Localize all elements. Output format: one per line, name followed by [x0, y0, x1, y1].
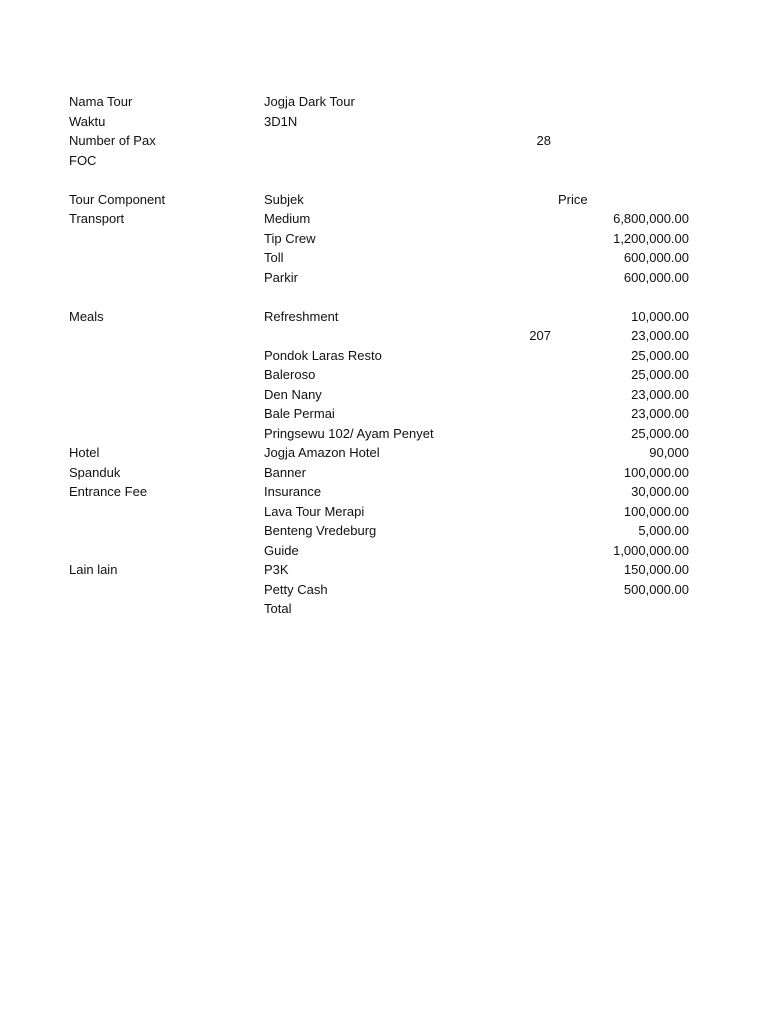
row-subject: Den Nany: [264, 386, 322, 402]
row-subject: Pringsewu 102/ Ayam Penyet: [264, 425, 434, 441]
row-price: 23,000.00: [631, 406, 689, 421]
cost-row: [0, 365, 768, 385]
row-component: Lain lain: [69, 562, 118, 577]
row-component: Spanduk: [69, 464, 121, 480]
cost-row: [0, 560, 768, 580]
tour-cost-sheet: [0, 92, 768, 619]
cost-row: [0, 229, 768, 249]
spacer-row: [0, 170, 768, 190]
cost-row: [0, 209, 768, 229]
row-subject: P3K: [264, 562, 289, 577]
row-price: 6,800,000.00: [613, 211, 689, 226]
pax-value: 28: [536, 133, 551, 148]
row-price: 90,000: [649, 445, 689, 460]
row-price: 100,000.00: [623, 464, 689, 480]
foc-label: FOC: [69, 152, 97, 168]
row-price: 10,000.00: [631, 308, 689, 324]
waktu-row: [0, 112, 768, 132]
row-price: 1,000,000.00: [613, 542, 689, 558]
cost-row: [0, 521, 768, 541]
row-price: 25,000.00: [631, 347, 689, 363]
row-subject: Baleroso: [264, 367, 316, 382]
column-header-price: Price: [558, 191, 588, 207]
cost-rows: [0, 209, 768, 619]
row-subject: Parkir: [264, 269, 298, 285]
row-subject: Guide: [264, 542, 299, 558]
row-price: 25,000.00: [631, 367, 689, 382]
nama-tour-value: Jogja Dark Tour: [264, 94, 355, 109]
row-price: 500,000.00: [623, 581, 689, 597]
row-subject: Insurance: [264, 484, 322, 499]
waktu-label: Waktu: [69, 113, 106, 129]
row-subject: Medium: [264, 211, 311, 226]
row-price: 23,000.00: [631, 328, 689, 343]
cost-row: [0, 385, 768, 405]
cost-row: [0, 463, 768, 483]
row-component: Meals: [69, 308, 104, 324]
cost-row: [0, 482, 768, 502]
foc-row: [0, 151, 768, 171]
cost-row: [0, 307, 768, 327]
cost-row: [0, 346, 768, 366]
row-subject: Pondok Laras Resto: [264, 347, 382, 363]
row-price: 23,000.00: [631, 386, 689, 402]
row-component: Entrance Fee: [69, 484, 148, 499]
row-price: 25,000.00: [631, 425, 689, 441]
waktu-value: 3D1N: [264, 113, 298, 129]
row-price: 600,000.00: [623, 269, 689, 285]
row-price: 30,000.00: [631, 484, 689, 499]
row-subject: Benteng Vredeburg: [264, 523, 377, 538]
row-price: 100,000.00: [623, 503, 689, 519]
row-price: 150,000.00: [623, 562, 689, 577]
row-subject: Refreshment: [264, 308, 339, 324]
row-price: 1,200,000.00: [613, 230, 689, 246]
cost-row: [0, 541, 768, 561]
column-header-component: Tour Component: [69, 191, 166, 207]
nama-tour-label: Nama Tour: [69, 94, 133, 109]
cost-row: [0, 502, 768, 522]
row-subject: Petty Cash: [264, 581, 328, 597]
row-subject: Lava Tour Merapi: [264, 503, 365, 519]
cost-row: [0, 268, 768, 288]
cost-row: [0, 599, 768, 619]
cost-row: [0, 580, 768, 600]
row-quantity: 207: [529, 328, 551, 343]
nama-tour-row: [0, 92, 768, 112]
pax-label: Number of Pax: [69, 133, 156, 148]
cost-row: [0, 248, 768, 268]
column-header-subject: Subjek: [264, 191, 304, 207]
row-price: 600,000.00: [623, 250, 689, 265]
row-component: Transport: [69, 211, 125, 226]
row-price: 5,000.00: [638, 523, 689, 538]
cost-row: [0, 443, 768, 463]
row-subject: Tip Crew: [264, 230, 316, 246]
row-component: Hotel: [69, 445, 100, 460]
pax-row: [0, 131, 768, 151]
column-header-row: [0, 190, 768, 210]
row-subject: Banner: [264, 464, 306, 480]
cost-row: [0, 404, 768, 424]
cost-row: [0, 326, 768, 346]
row-subject: Bale Permai: [264, 406, 335, 421]
cost-row: [0, 424, 768, 444]
row-subject: Jogja Amazon Hotel: [264, 445, 380, 460]
row-subject: Total: [264, 601, 292, 616]
row-subject: Toll: [264, 250, 284, 265]
cost-row: [0, 287, 768, 307]
